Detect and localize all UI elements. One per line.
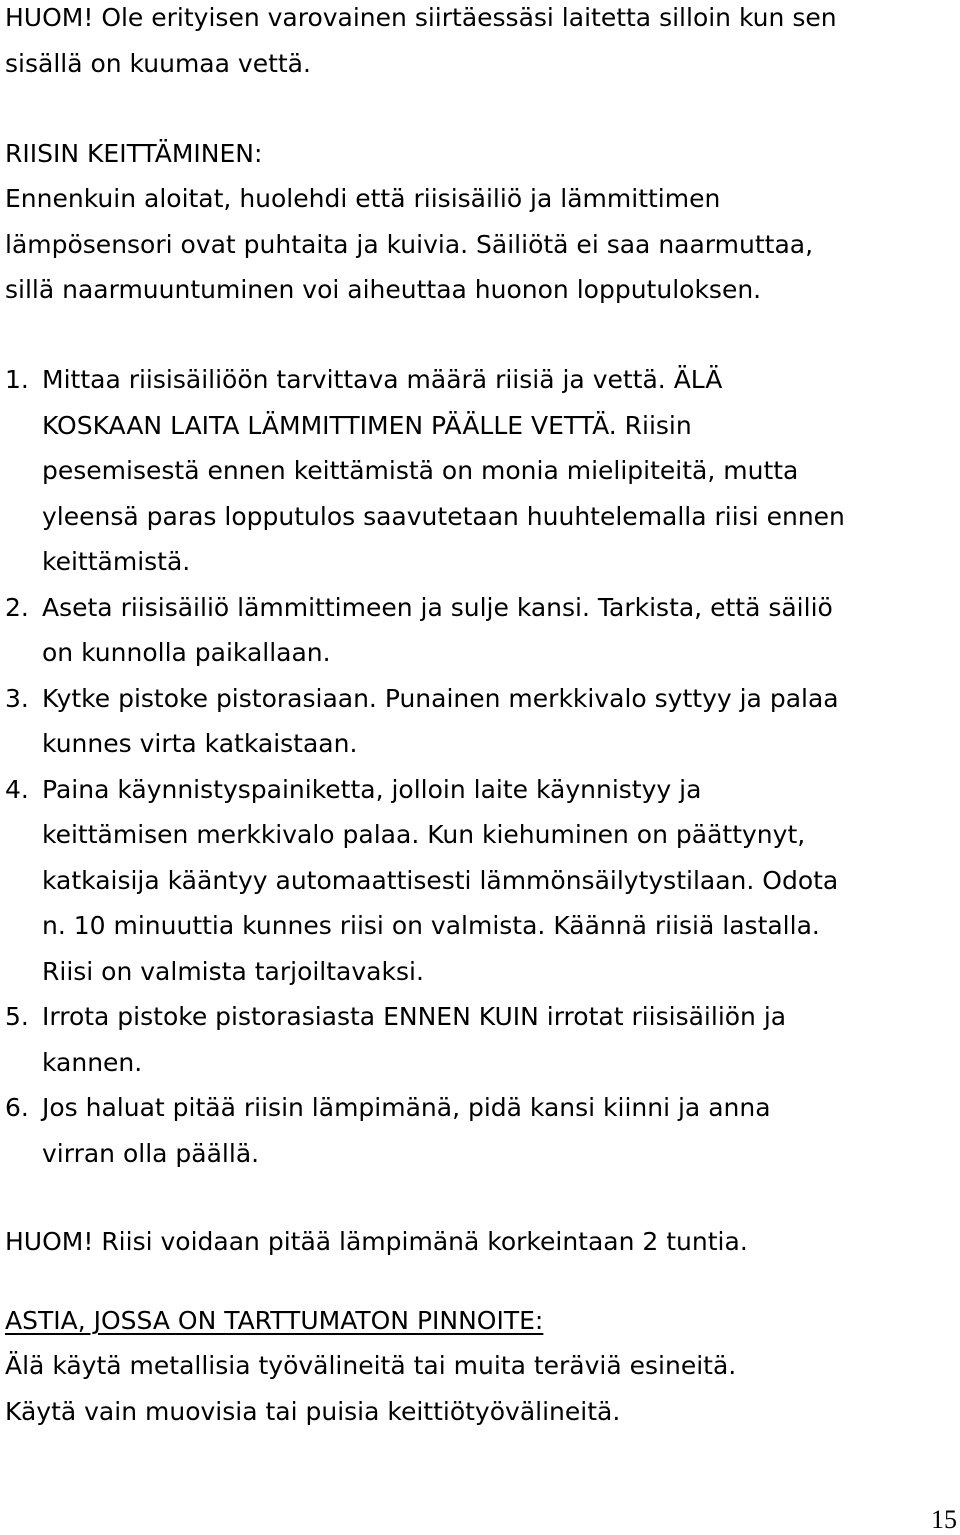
text-line: kannen.: [42, 1047, 143, 1077]
step-number: 4.: [5, 774, 29, 804]
text-line: Kytke pistoke pistorasiaan. Punainen merkkivalo syttyy ja palaa: [42, 683, 839, 713]
text-line: Älä käytä metallisia työvälineitä tai muita teräviä esineitä.: [5, 1351, 737, 1380]
nonstick-pan-paragraph: [5, 1343, 736, 1434]
text-line: keittämisen merkkivalo palaa. Kun kiehuminen on päättynyt,: [42, 820, 806, 849]
text-line: lämpösensori ovat puhtaita ja kuivia. Säiliötä ei saa naarmuttaa,: [5, 229, 814, 259]
text-line: virran olla päällä.: [42, 1138, 260, 1168]
section-heading-nonstick-pan: ASTIA, JOSSA ON TARTTUMATON PINNOITE:: [5, 1306, 544, 1335]
text-line: Irrota pistoke pistorasiasta ENNEN KUIN irrotat riisisäiliön ja: [42, 1002, 787, 1031]
text-line: yleensä paras lopputulos saavutetaan huuhtelemalla riisi ennen: [42, 501, 845, 531]
text-line: Paina käynnistyspainiketta, jolloin laite käynnistyy ja: [42, 774, 702, 804]
step-number: 3.: [5, 683, 29, 713]
step-3: [5, 676, 845, 767]
text-line: kunnes virta katkaistaan.: [42, 729, 358, 758]
step-2: [5, 585, 845, 676]
rice-steps-list: [5, 357, 845, 1176]
text-line: katkaisija kääntyy automaattisesti lämmönsäilytystilaan. Odota: [42, 865, 839, 895]
rice-intro-paragraph: [5, 176, 813, 313]
text-line: KOSKAAN LAITA LÄMMITTIMEN PÄÄLLE VETTÄ. Riisin: [42, 410, 692, 440]
text-line: Käytä vain muovisia tai puisia keittiötyövälineitä.: [5, 1396, 621, 1426]
text-line: pesemisestä ennen keittämistä on monia mielipiteitä, mutta: [42, 456, 799, 485]
warning-note-keep-warm: HUOM! Riisi voidaan pitää lämpimänä korkeintaan 2 tuntia.: [5, 1227, 748, 1256]
step-number: 2.: [5, 592, 29, 622]
step-number: 6.: [5, 1093, 29, 1122]
warning-note-transport: [5, 0, 837, 86]
text-line: Riisi on valmista tarjoiltavaksi.: [42, 956, 424, 986]
step-1: [5, 357, 845, 585]
text-line: Jos haluat pitää riisin lämpimänä, pidä kansi kiinni ja anna: [42, 1093, 771, 1122]
step-number: 1.: [5, 365, 29, 394]
step-4: [5, 767, 845, 995]
text-line: n. 10 minuuttia kunnes riisi on valmista. Käännä riisiä lastalla.: [42, 911, 820, 940]
text-line: sisällä on kuumaa vettä.: [5, 48, 311, 78]
text-line: keittämistä.: [42, 547, 191, 576]
text-line: Mittaa riisisäiliöön tarvittava määrä riisiä ja vettä. ÄLÄ: [42, 365, 723, 394]
text-line: HUOM! Ole erityisen varovainen siirtäessäsi laitetta silloin kun sen: [5, 3, 837, 32]
section-heading-rice-cooking: RIISIN KEITTÄMINEN:: [5, 139, 263, 168]
step-6: [5, 1085, 845, 1176]
text-line: sillä naarmuuntuminen voi aiheuttaa huonon lopputuloksen.: [5, 275, 762, 304]
step-number: 5.: [5, 1002, 29, 1031]
text-line: on kunnolla paikallaan.: [42, 638, 331, 667]
text-line: Ennenkuin aloitat, huolehdi että riisisäiliö ja lämmittimen: [5, 184, 721, 213]
page-number: 15: [931, 1505, 957, 1534]
text-line: Aseta riisisäiliö lämmittimeen ja sulje kansi. Tarkista, että säiliö: [42, 592, 833, 622]
step-5: [5, 994, 845, 1085]
